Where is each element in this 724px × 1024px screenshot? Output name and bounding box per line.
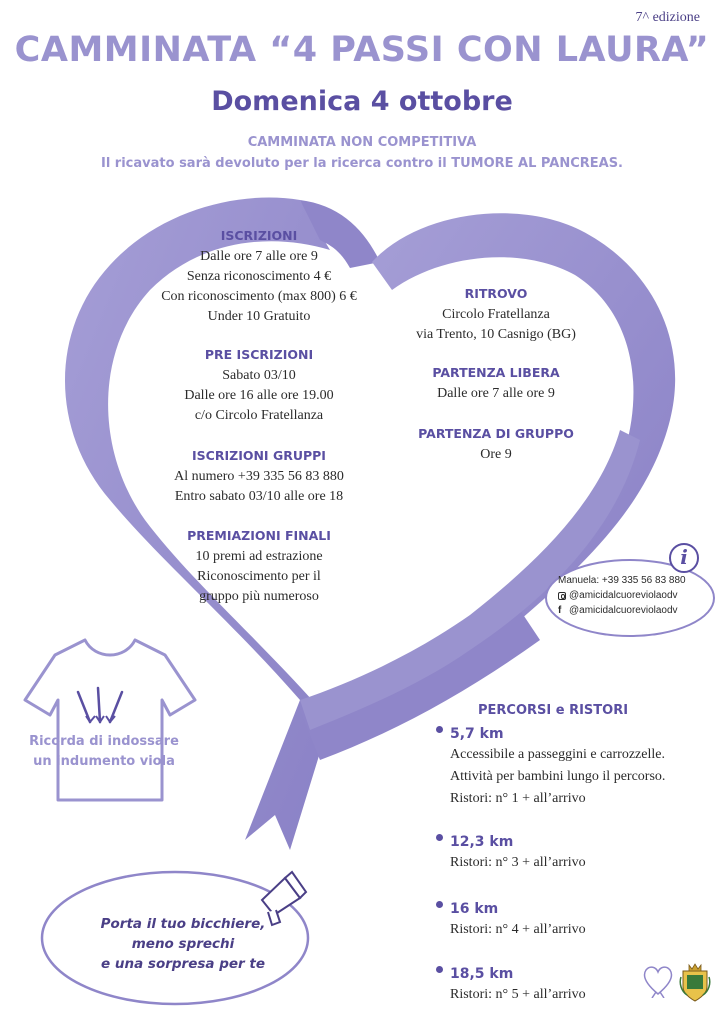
section-line: Con riconoscimento (max 800) 6 € xyxy=(161,289,357,304)
edition-label: 7^ edizione xyxy=(635,10,700,25)
section-iscrizioni-gruppi xyxy=(128,448,390,507)
route-item xyxy=(436,724,724,810)
route-line: Ristori: n° 3 + all’arrivo xyxy=(450,855,586,870)
route-line: Accessibile a passeggini e carrozzelle. xyxy=(450,747,665,762)
section-heading: PARTENZA LIBERA xyxy=(432,365,560,380)
contact-instagram[interactable] xyxy=(558,588,708,603)
coat-of-arms-logo xyxy=(679,963,711,1003)
contact-phone: Manuela: +39 335 56 83 880 xyxy=(558,575,686,586)
bullet-icon xyxy=(436,726,443,733)
section-line: Riconoscimento per il xyxy=(197,569,321,584)
section-line: Dalle ore 7 alle ore 9 xyxy=(437,386,555,401)
section-line: Entro sabato 03/10 alle ore 18 xyxy=(174,489,344,504)
section-heading: PRE ISCRIZIONI xyxy=(204,347,314,362)
route-item xyxy=(436,899,724,941)
section-line: Dalle ore 16 alle ore 19.00 xyxy=(184,388,334,403)
bullet-icon xyxy=(436,966,443,973)
section-pre-iscrizioni xyxy=(128,347,390,426)
cup-line: meno sprechi xyxy=(131,936,235,952)
route-distance: 12,3 km xyxy=(450,834,514,850)
instagram-icon xyxy=(558,592,566,600)
section-heading: PREMIAZIONI FINALI xyxy=(187,528,331,543)
section-heading: ISCRIZIONI xyxy=(220,228,298,243)
heart-logo xyxy=(640,962,676,998)
info-icon: i xyxy=(669,543,699,573)
section-heading: RITROVO xyxy=(464,286,528,301)
event-note: Il ricavato sarà devoluto per la ricerca contro il TUMORE AL PANCREAS. xyxy=(100,156,623,171)
page-title: CAMMINATA “4 PASSI CON LAURA” xyxy=(14,30,710,70)
section-line: Under 10 Gratuito xyxy=(207,309,311,324)
section-partenza-gruppo xyxy=(396,426,596,465)
section-partenza-libera xyxy=(396,365,596,404)
facebook-icon: f xyxy=(558,605,562,616)
section-iscrizioni xyxy=(128,228,390,327)
reminder-text xyxy=(14,732,194,772)
section-line: Sabato 03/10 xyxy=(222,368,296,383)
bullet-icon xyxy=(436,834,443,841)
route-distance: 18,5 km xyxy=(450,966,514,982)
route-item xyxy=(436,832,724,874)
routes-heading: PERCORSI e RISTORI xyxy=(478,703,629,718)
section-line: gruppo più numeroso xyxy=(199,589,319,604)
section-line: 10 premi ad estrazione xyxy=(195,549,323,564)
reminder-line: un indumento viola xyxy=(33,754,175,769)
section-premiazioni xyxy=(128,528,390,607)
section-heading: PARTENZA DI GRUPPO xyxy=(418,426,574,441)
cup-line: e una sorpresa per te xyxy=(101,956,265,972)
reminder-line: Ricorda di indossare xyxy=(29,734,179,749)
contact-box xyxy=(558,573,708,618)
section-line: Dalle ore 7 alle ore 9 xyxy=(200,249,318,264)
event-subtitle: CAMMINATA NON COMPETITIVA xyxy=(247,135,477,150)
bullet-icon xyxy=(436,901,443,908)
section-heading: ISCRIZIONI GRUPPI xyxy=(192,448,326,463)
route-line: Ristori: n° 5 + all’arrivo xyxy=(450,987,586,1002)
section-ritrovo xyxy=(396,286,596,345)
route-line: Attività per bambini lungo il percorso. xyxy=(450,769,666,784)
cup-message xyxy=(58,914,308,974)
section-line: Ore 9 xyxy=(480,447,512,462)
route-distance: 5,7 km xyxy=(450,726,504,742)
event-date: Domenica 4 ottobre xyxy=(211,86,513,117)
route-distance: 16 km xyxy=(450,901,499,917)
instagram-handle: @amicidalcuoreviolaodv xyxy=(569,590,678,601)
section-line: Circolo Fratellanza xyxy=(442,307,550,322)
section-line: Senza riconoscimento 4 € xyxy=(186,269,332,284)
cup-line: Porta il tuo bicchiere, xyxy=(100,916,266,932)
section-line: Al numero +39 335 56 83 880 xyxy=(174,469,344,484)
section-line: via Trento, 10 Casnigo (BG) xyxy=(416,327,576,342)
section-line: c/o Circolo Fratellanza xyxy=(194,408,324,423)
contact-facebook[interactable] xyxy=(558,603,708,618)
route-line: Ristori: n° 1 + all’arrivo xyxy=(450,791,586,806)
route-line: Ristori: n° 4 + all’arrivo xyxy=(450,922,586,937)
facebook-handle: @amicidalcuoreviolaodv xyxy=(569,605,678,616)
